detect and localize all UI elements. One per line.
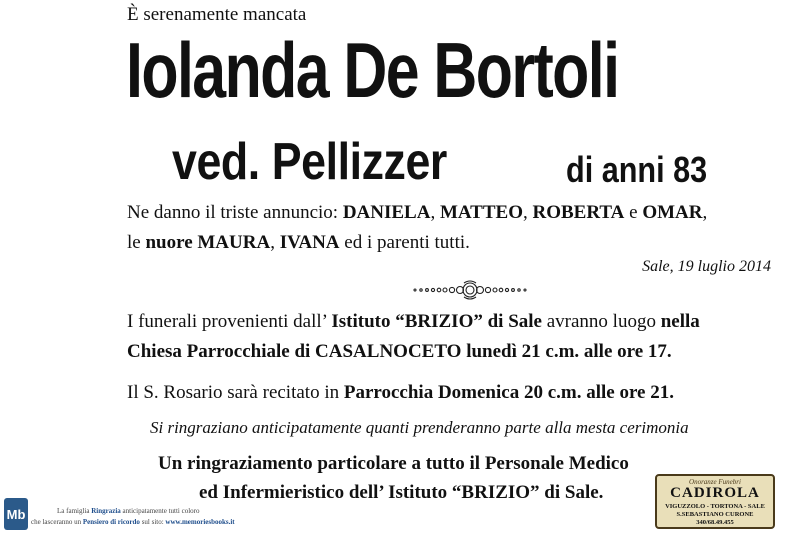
church-details: Chiesa Parrocchiale di CASALNOCETO lunedì 21 c.m. alle ore 17. — [127, 341, 672, 362]
rosary-line — [127, 381, 674, 405]
age-text: di anni 83 — [566, 149, 708, 190]
memories-highlight: Pensiero di ricordo — [82, 518, 140, 526]
memoriesbooks-logo-icon[interactable]: Mb — [4, 498, 28, 530]
relative-name: OMAR — [642, 202, 703, 223]
memories-text: La famiglia — [57, 507, 92, 515]
funeral-home-name: CADIROLA — [670, 485, 760, 501]
memories-text: che lasceranno un — [31, 518, 83, 526]
separator: , — [270, 232, 280, 253]
funeral-home-caption: Onoranze Funebri — [689, 478, 741, 486]
rosary-text: Il S. Rosario sarà recitato in — [127, 382, 344, 403]
funeral-text: I funerali provenienti dall’ — [127, 311, 332, 332]
special-thanks-line-2: ed Infermieristico dell’ Istituto “BRIZIO” di Sale. — [199, 482, 604, 503]
relative-name: DANIELA — [342, 202, 431, 223]
special-thanks-line-1: Un ringraziamento particolare a tutto il Personale Medico — [158, 453, 629, 474]
memories-link[interactable]: www.memoriesbooks.it — [165, 518, 235, 526]
funeral-home-phone: 340/68.49.455 — [696, 519, 734, 526]
announcement-line-1 — [127, 201, 707, 225]
funeral-home-address: S.SEBASTIANO CURONE — [676, 511, 754, 518]
funeral-home-badge — [655, 474, 775, 529]
funeral-line-2 — [127, 340, 672, 364]
announce-prefix-2: le — [127, 232, 146, 253]
institute-name: Istituto “BRIZIO” di Sale — [331, 311, 542, 332]
separator: , — [522, 202, 533, 223]
announce-prefix: Ne danno il triste annuncio: — [127, 202, 343, 223]
separator: , — [702, 202, 708, 223]
relative-name: ROBERTA — [532, 202, 625, 223]
in-laws-label: nuore MAURA — [145, 232, 271, 253]
announce-end: ed i parenti tutti. — [339, 232, 470, 253]
rosary-details: Parrocchia Domenica 20 c.m. alle ore 21. — [343, 382, 674, 403]
deceased-name: Iolanda De Bortoli — [126, 26, 619, 114]
scroll-divider-ornament-icon — [408, 279, 532, 301]
married-name: ved. Pellizzer — [172, 133, 447, 191]
thanks-all-line: Si ringraziano anticipatamente quanti prenderanno parte alla mesta cerimonia — [150, 418, 689, 437]
funeral-line-1 — [127, 310, 700, 334]
announcement-date: Sale, 19 luglio 2014 — [642, 258, 771, 275]
funeral-text: avranno luogo — [541, 311, 661, 332]
funeral-home-cities: VIGUZZOLO - TORTONA - SALE — [665, 503, 765, 510]
memories-highlight: Ringrazia — [91, 507, 121, 515]
memories-line-1 — [57, 507, 200, 515]
relative-name: IVANA — [279, 232, 340, 253]
separator: , — [430, 202, 440, 223]
funeral-text-bold: nella — [660, 311, 700, 332]
memories-text: sul sito: — [139, 518, 166, 526]
memories-line-2 — [31, 518, 235, 526]
relative-name: MATTEO — [439, 202, 523, 223]
separator: e — [624, 202, 643, 223]
memories-text: anticipatamente tutti coloro — [120, 507, 200, 515]
intro-text: È serenamente mancata — [127, 4, 307, 25]
announcement-line-2 — [127, 231, 470, 255]
